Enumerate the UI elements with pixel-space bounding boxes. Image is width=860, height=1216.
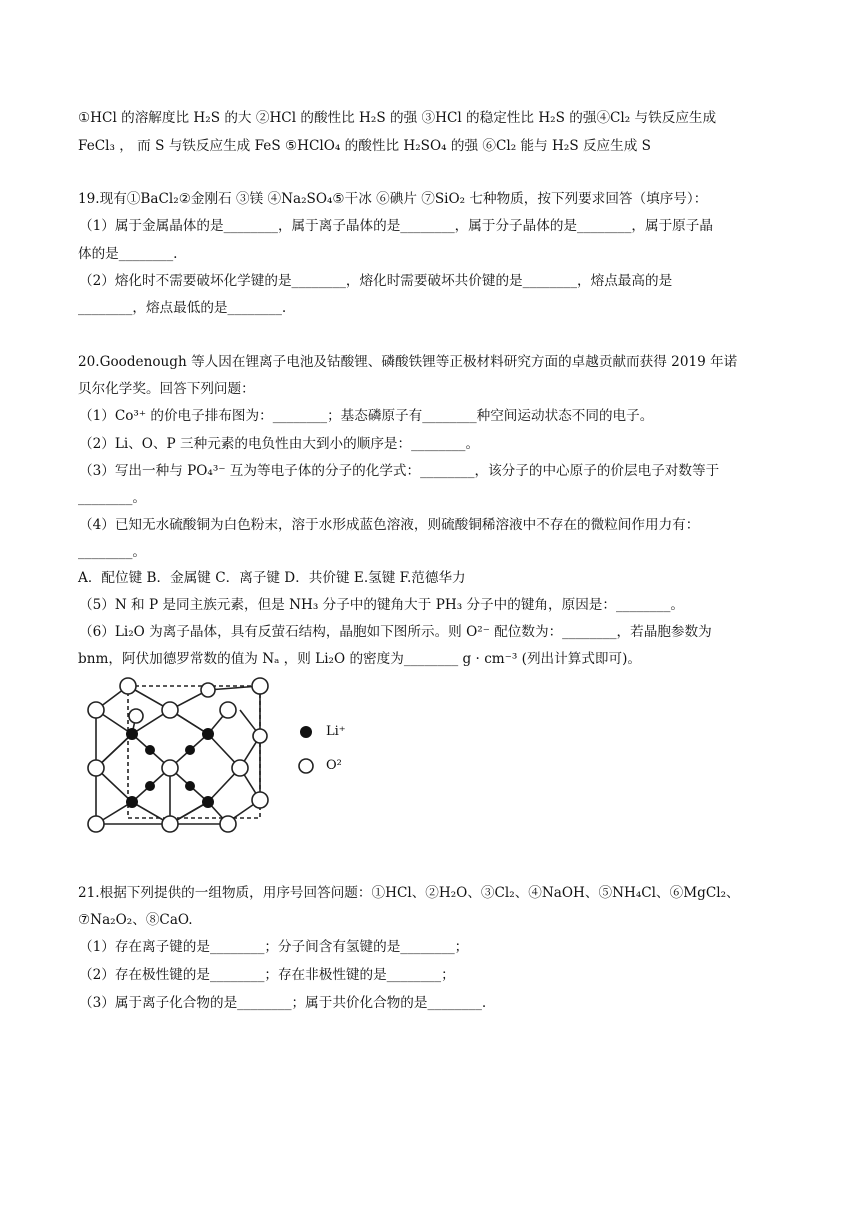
q20-part4-line-b: ________。: [78, 544, 146, 560]
q20-part3-line-a: （3）写出一种与 PO₄³⁻ 互为等电子体的分子的化学式：________，该分子的中心原子的价层电子对数等于: [79, 463, 720, 479]
q20-stem-line-a: 20.Goodenough 等人因在锂离子电池及钴酸锂、磷酸铁锂等正极材料研究方面的卓越贡献而获得 2019 年诺: [78, 354, 738, 370]
q21-stem-line-b: ⑦Na₂O₂、⑧CaO.: [78, 912, 193, 928]
q20-part2: （2）Li、O、P 三种元素的电负性由大到小的顺序是：________。: [79, 436, 480, 452]
q19-stem: 19.现有①BaCl₂②金刚石 ③镁 ④Na₂SO₄⑤干冰 ⑥碘片 ⑦SiO₂ 七种物质，按下列要求回答（填序号）：: [78, 191, 708, 207]
q20-options: A．配位键 B．金属键 C．离子键 D．共价键 E.氢键 F.范德华力: [78, 570, 466, 586]
q20-part6-line-b: bnm，阿伏加德罗常数的值为 Nₐ ，则 Li₂O 的密度为________ g · cm⁻³ (列出计算式即可)。: [78, 651, 641, 667]
o-legend-dot: [299, 759, 313, 773]
legend-li-label: Li⁺: [326, 724, 346, 739]
q18-line-2: FeCl₃ ， 而 S 与铁反应生成 FeS ⑤HClO₄ 的酸性比 H₂SO₄ 的强 ⑥Cl₂ 能与 H₂S 反应生成 S: [78, 138, 651, 154]
q21-stem-line-a: 21.根据下列提供的一组物质，用序号回答问题：①HCl、②H₂O、③Cl₂、④NaOH、⑤NH₄Cl、⑥MgCl₂、: [78, 885, 740, 901]
legend-symbols: [296, 722, 316, 782]
q19-part1-line-a: （1）属于金属晶体的是________，属于离子晶体的是________，属于分子晶体的是________，属于原子晶: [79, 218, 713, 234]
q21-part3: （3）属于离子化合物的是________；属于共价化合物的是________.: [79, 995, 487, 1011]
q20-part3-line-b: ________。: [78, 490, 146, 506]
legend-o-label: O²: [326, 758, 342, 773]
q19-part2-line-b: ________，熔点最低的是________.: [78, 300, 287, 316]
q20-stem-line-b: 贝尔化学奖。回答下列问题：: [78, 381, 255, 397]
li-legend-dot: [300, 726, 312, 738]
q20-part6-line-a: （6）Li₂O 为离子晶体，具有反萤石结构，晶胞如下图所示。则 O²⁻ 配位数为：________，若晶胞参数为: [79, 624, 712, 640]
q20-part4-line-a: （4）已知无水硫酸铜为白色粉末，溶于水形成蓝色溶液，则硫酸铜稀溶液中不存在的微粒间作用力有：: [79, 517, 700, 533]
q20-part5: （5）N 和 P 是同主族元素，但是 NH₃ 分子中的键角大于 PH₃ 分子中的键角，原因是：________。: [79, 597, 684, 613]
q21-part1: （1）存在离子键的是________；分子间含有氢键的是________；: [79, 939, 469, 955]
q19-part2-line-a: （2）熔化时不需要破坏化学键的是________，熔化时需要破坏共价键的是________，熔点最高的是: [79, 273, 673, 289]
q19-part1-line-b: 体的是________.: [78, 246, 178, 262]
q20-part1: （1）Co³⁺ 的价电子排布图为：________；基态磷原子有________种空间运动状态不同的电子。: [79, 408, 654, 424]
li2o-unit-cell-diagram: [80, 676, 280, 848]
q18-line-1: ①HCl 的溶解度比 H₂S 的大 ②HCl 的酸性比 H₂S 的强 ③HCl 的稳定性比 H₂S 的强④Cl₂ 与铁反应生成: [78, 110, 717, 126]
q21-part2: （2）存在极性键的是________；存在非极性键的是________；: [79, 967, 455, 983]
